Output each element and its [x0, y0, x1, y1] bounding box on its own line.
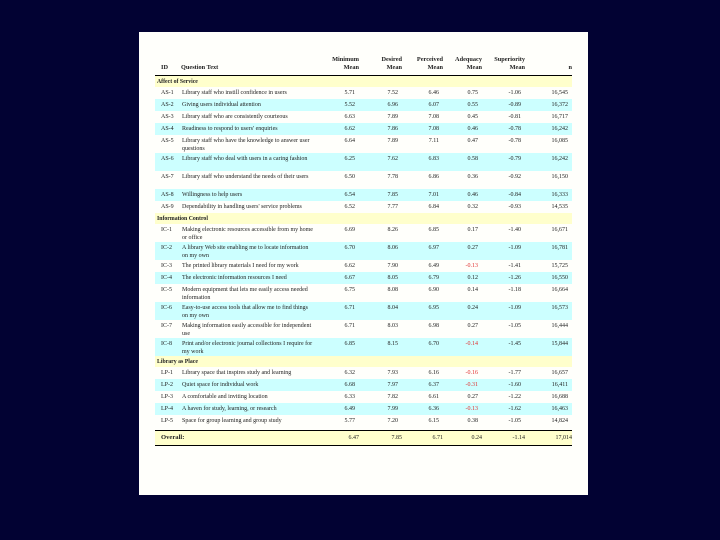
header-n: n: [525, 50, 572, 76]
question-text: Giving users individual attention: [181, 99, 321, 111]
cell-min: 6.70: [321, 242, 359, 260]
row-id: AS-9: [161, 204, 174, 210]
question-text: Quiet space for individual work: [181, 379, 321, 391]
cell-des: 8.05: [359, 272, 402, 284]
table-row: [155, 201, 572, 213]
header-perceived-line1: Perceived: [416, 56, 443, 63]
cell-per: 6.37: [402, 379, 443, 391]
cell-sup: -1.26: [482, 272, 525, 284]
cell-n: 16,150: [551, 174, 568, 180]
cell-n: 16,242: [525, 153, 572, 171]
table-row: [155, 224, 572, 242]
cell-sup: -0.78: [482, 123, 525, 135]
table-row: [155, 135, 572, 153]
cell-adq: 0.12: [443, 272, 482, 284]
cell-per: 6.79: [402, 272, 443, 284]
cell-adq: -0.13: [443, 403, 482, 415]
row-id: LP-4: [155, 403, 181, 415]
cell-n: 16,657: [551, 370, 568, 376]
cell-adq: 0.75: [467, 90, 478, 96]
table-row: [155, 123, 572, 135]
cell-des: 7.20: [387, 418, 398, 424]
cell-per: 6.85: [428, 227, 439, 233]
header-perceived: [402, 50, 443, 76]
question-text: Willingness to help users: [181, 189, 321, 201]
row-id: IC-8: [155, 338, 181, 356]
cell-adq: 0.24: [443, 302, 482, 320]
row-id: AS-8: [155, 189, 181, 201]
row-id: AS-6: [155, 153, 181, 171]
question-text: The electronic information resources I need: [181, 272, 321, 284]
table-row: [155, 403, 572, 415]
cell-sup: -0.89: [482, 99, 525, 111]
cell-sup: -1.62: [482, 403, 525, 415]
cell-sup: -1.40: [508, 227, 521, 233]
row-id: LP-2: [155, 379, 181, 391]
question-text: Library space that inspires study and learning: [182, 370, 292, 376]
table-row: [155, 415, 572, 427]
cell-per: 6.83: [402, 153, 443, 171]
table-row: [155, 367, 572, 379]
overall-adq: 0.24: [443, 431, 482, 446]
question-text: A library Web site enabling me to locate information on my own: [181, 242, 321, 260]
table-row: [155, 272, 572, 284]
cell-min: 6.71: [321, 302, 359, 320]
cell-adq: 0.17: [467, 227, 478, 233]
cell-per: 7.08: [428, 114, 439, 120]
question-text: Library staff who deal with users in a caring fashion: [181, 153, 321, 171]
header-desired-line2: Mean: [386, 64, 402, 71]
overall-sup: -1.14: [482, 431, 525, 446]
cell-min: 6.49: [321, 403, 359, 415]
row-id: AS-5: [161, 138, 174, 144]
overall-des: 7.85: [359, 431, 402, 446]
cell-des: 7.97: [359, 379, 402, 391]
cell-adq: 0.32: [467, 204, 478, 210]
cell-des: 7.85: [359, 189, 402, 201]
table-row: [155, 338, 572, 356]
cell-sup: -1.05: [508, 418, 521, 424]
cell-per: 6.36: [402, 403, 443, 415]
cell-adq: 0.46: [443, 123, 482, 135]
cell-sup: -1.18: [508, 287, 521, 293]
cell-adq: 0.45: [467, 114, 478, 120]
cell-sup: -1.41: [508, 263, 521, 269]
cell-min: 6.63: [344, 114, 355, 120]
cell-adq: 0.46: [443, 189, 482, 201]
cell-sup: -0.92: [508, 174, 521, 180]
table-row: [155, 379, 572, 391]
row-id: AS-4: [155, 123, 181, 135]
cell-n: 16,671: [551, 227, 568, 233]
cell-per: 6.90: [428, 287, 439, 293]
header-minimum: [321, 50, 359, 76]
cell-n: 16,242: [525, 123, 572, 135]
cell-n: 16,573: [525, 302, 572, 320]
cell-n: 16,444: [551, 323, 568, 329]
cell-n: 16,717: [551, 114, 568, 120]
cell-adq: 0.36: [467, 174, 478, 180]
cell-des: 8.04: [359, 302, 402, 320]
section-header-row: [155, 213, 572, 224]
row-id: IC-4: [155, 272, 181, 284]
row-id: IC-1: [161, 227, 172, 233]
row-id: LP-3: [161, 394, 173, 400]
section-title: Library as Place: [155, 356, 572, 367]
row-id: AS-1: [161, 90, 174, 96]
row-id: IC-3: [161, 263, 172, 269]
header-perceived-line2: Mean: [427, 64, 443, 71]
cell-min: 6.52: [344, 204, 355, 210]
cell-per: 6.98: [428, 323, 439, 329]
table-body: [155, 76, 572, 446]
row-id: AS-7: [161, 174, 174, 180]
table-row: [155, 171, 572, 189]
table-row: [155, 189, 572, 201]
header-adequacy-line1: Adequacy: [455, 56, 482, 63]
row-id: IC-6: [155, 302, 181, 320]
cell-des: 7.90: [387, 263, 398, 269]
cell-n: 16,333: [525, 189, 572, 201]
row-id: IC-7: [161, 323, 172, 329]
question-text: Modern equipment that lets me easily access needed information: [182, 287, 308, 301]
cell-min: 6.67: [321, 272, 359, 284]
table-row: [155, 87, 572, 99]
header-superiority-line1: Superiority: [494, 56, 525, 63]
cell-min: 6.32: [344, 370, 355, 376]
table-row: [155, 99, 572, 111]
section-title: Affect of Service: [155, 76, 572, 88]
question-text: Readiness to respond to users' enquiries: [181, 123, 321, 135]
cell-per: 6.49: [428, 263, 439, 269]
cell-adq: -0.13: [465, 263, 478, 269]
cell-per: 6.61: [428, 394, 439, 400]
cell-des: 8.26: [387, 227, 398, 233]
cell-des: 7.93: [387, 370, 398, 376]
table-row: [155, 284, 572, 302]
cell-n: 16,688: [551, 394, 568, 400]
cell-adq: 0.27: [467, 394, 478, 400]
cell-n: 16,550: [525, 272, 572, 284]
cell-des: 8.08: [387, 287, 398, 293]
cell-adq: 0.55: [443, 99, 482, 111]
cell-per: 6.07: [402, 99, 443, 111]
cell-min: 6.69: [344, 227, 355, 233]
cell-des: 8.03: [387, 323, 398, 329]
cell-per: 6.97: [402, 242, 443, 260]
table-row: [155, 391, 572, 403]
question-text: Library staff who instill confidence in users: [182, 90, 287, 96]
cell-sup: -1.05: [508, 323, 521, 329]
overall-row: [155, 431, 572, 446]
cell-min: 5.71: [344, 90, 355, 96]
overall-label: Overall:: [155, 431, 321, 446]
table-row: [155, 302, 572, 320]
cell-sup: -1.22: [508, 394, 521, 400]
header-desired-line1: Desired: [381, 56, 402, 63]
cell-des: 7.89: [387, 114, 398, 120]
cell-per: 6.86: [428, 174, 439, 180]
results-table-page: [139, 32, 588, 495]
header-question: Question Text: [181, 50, 321, 76]
cell-min: 6.71: [344, 323, 355, 329]
cell-n: 16,664: [551, 287, 568, 293]
cell-per: 7.08: [402, 123, 443, 135]
question-text: Library staff who are consistently courteous: [182, 114, 288, 120]
row-id: LP-5: [161, 418, 173, 424]
cell-sup: -1.06: [508, 90, 521, 96]
row-id: IC-5: [161, 287, 172, 293]
question-text: A haven for study, learning, or research: [181, 403, 321, 415]
header-adequacy: [443, 50, 482, 76]
cell-adq: -0.31: [443, 379, 482, 391]
cell-sup: -1.09: [482, 302, 525, 320]
row-id: AS-2: [155, 99, 181, 111]
cell-adq: 0.27: [443, 242, 482, 260]
cell-adq: 0.47: [467, 138, 478, 144]
cell-min: 6.62: [321, 123, 359, 135]
cell-adq: 0.14: [467, 287, 478, 293]
cell-min: 6.75: [344, 287, 355, 293]
cell-sup: -0.93: [508, 204, 521, 210]
section-header-row: [155, 356, 572, 367]
question-text: Space for group learning and group study: [182, 418, 282, 424]
question-text: Making information easily accessible for independent use: [182, 323, 312, 337]
cell-sup: -0.79: [482, 153, 525, 171]
cell-des: 6.96: [359, 99, 402, 111]
header-minimum-line2: Mean: [343, 64, 359, 71]
cell-min: 5.77: [344, 418, 355, 424]
cell-min: 6.25: [321, 153, 359, 171]
table-row: [155, 320, 572, 338]
results-table: [155, 50, 572, 446]
cell-des: 7.82: [387, 394, 398, 400]
question-text: Print and/or electronic journal collections I require for my work: [181, 338, 321, 356]
cell-min: 6.62: [344, 263, 355, 269]
cell-des: 8.06: [359, 242, 402, 260]
cell-des: 8.15: [359, 338, 402, 356]
section-title: Information Control: [155, 213, 572, 224]
cell-min: 6.85: [321, 338, 359, 356]
cell-n: 16,372: [525, 99, 572, 111]
question-text: Making electronic resources accessible from my home or office: [182, 227, 313, 241]
cell-n: 16,411: [525, 379, 572, 391]
cell-per: 6.70: [402, 338, 443, 356]
cell-min: 6.68: [321, 379, 359, 391]
cell-adq: 0.58: [443, 153, 482, 171]
question-text: Dependability in handling users' service problems: [182, 204, 302, 210]
cell-min: 6.33: [344, 394, 355, 400]
table-row: [155, 260, 572, 272]
cell-per: 6.15: [428, 418, 439, 424]
cell-per: 6.84: [428, 204, 439, 210]
question-text: Easy-to-use access tools that allow me to find things on my own: [181, 302, 321, 320]
header-id: ID: [155, 50, 181, 76]
cell-adq: 0.38: [467, 418, 478, 424]
cell-per: 6.95: [402, 302, 443, 320]
question-text: Library staff who have the knowledge to answer user questions: [182, 138, 310, 152]
cell-sup: -0.84: [482, 189, 525, 201]
cell-per: 7.01: [402, 189, 443, 201]
header-desired: [359, 50, 402, 76]
row-id: IC-2: [155, 242, 181, 260]
cell-min: 5.52: [321, 99, 359, 111]
overall-n: 17,014: [525, 431, 572, 446]
header-row: [155, 50, 572, 76]
header-adequacy-line2: Mean: [466, 64, 482, 71]
cell-min: 6.64: [344, 138, 355, 144]
cell-per: 7.11: [428, 138, 439, 144]
cell-n: 14,824: [551, 418, 568, 424]
table-row: [155, 242, 572, 260]
row-id: AS-3: [161, 114, 174, 120]
question-text: Library staff who understand the needs of their users: [182, 174, 309, 180]
cell-n: 14,535: [551, 204, 568, 210]
cell-des: 7.89: [387, 138, 398, 144]
cell-des: 7.99: [359, 403, 402, 415]
cell-des: 7.78: [387, 174, 398, 180]
cell-n: 16,085: [551, 138, 568, 144]
cell-min: 6.54: [321, 189, 359, 201]
table-row: [155, 111, 572, 123]
cell-des: 7.62: [359, 153, 402, 171]
cell-n: 16,463: [525, 403, 572, 415]
cell-n: 16,781: [525, 242, 572, 260]
cell-n: 15,844: [525, 338, 572, 356]
cell-adq: -0.14: [443, 338, 482, 356]
cell-sup: -0.78: [508, 138, 521, 144]
cell-sup: -1.60: [482, 379, 525, 391]
overall-per: 6.71: [402, 431, 443, 446]
row-id: LP-1: [161, 370, 173, 376]
header-minimum-line1: Minimum: [332, 56, 359, 63]
question-text: A comfortable and inviting location: [182, 394, 268, 400]
table-row: [155, 153, 572, 171]
cell-per: 6.16: [428, 370, 439, 376]
cell-des: 7.52: [387, 90, 398, 96]
cell-sup: -1.45: [482, 338, 525, 356]
header-superiority: [482, 50, 525, 76]
question-text: The printed library materials I need for my work: [182, 263, 299, 269]
header-superiority-line2: Mean: [509, 64, 525, 71]
cell-per: 6.46: [428, 90, 439, 96]
cell-n: 15,725: [551, 263, 568, 269]
cell-min: 6.50: [344, 174, 355, 180]
cell-sup: -0.81: [508, 114, 521, 120]
overall-min: 6.47: [321, 431, 359, 446]
cell-des: 7.77: [387, 204, 398, 210]
cell-des: 7.86: [359, 123, 402, 135]
cell-adq: 0.27: [467, 323, 478, 329]
cell-sup: -1.09: [482, 242, 525, 260]
cell-adq: -0.16: [465, 370, 478, 376]
cell-sup: -1.77: [508, 370, 521, 376]
cell-n: 16,545: [551, 90, 568, 96]
section-header-row: [155, 76, 572, 88]
